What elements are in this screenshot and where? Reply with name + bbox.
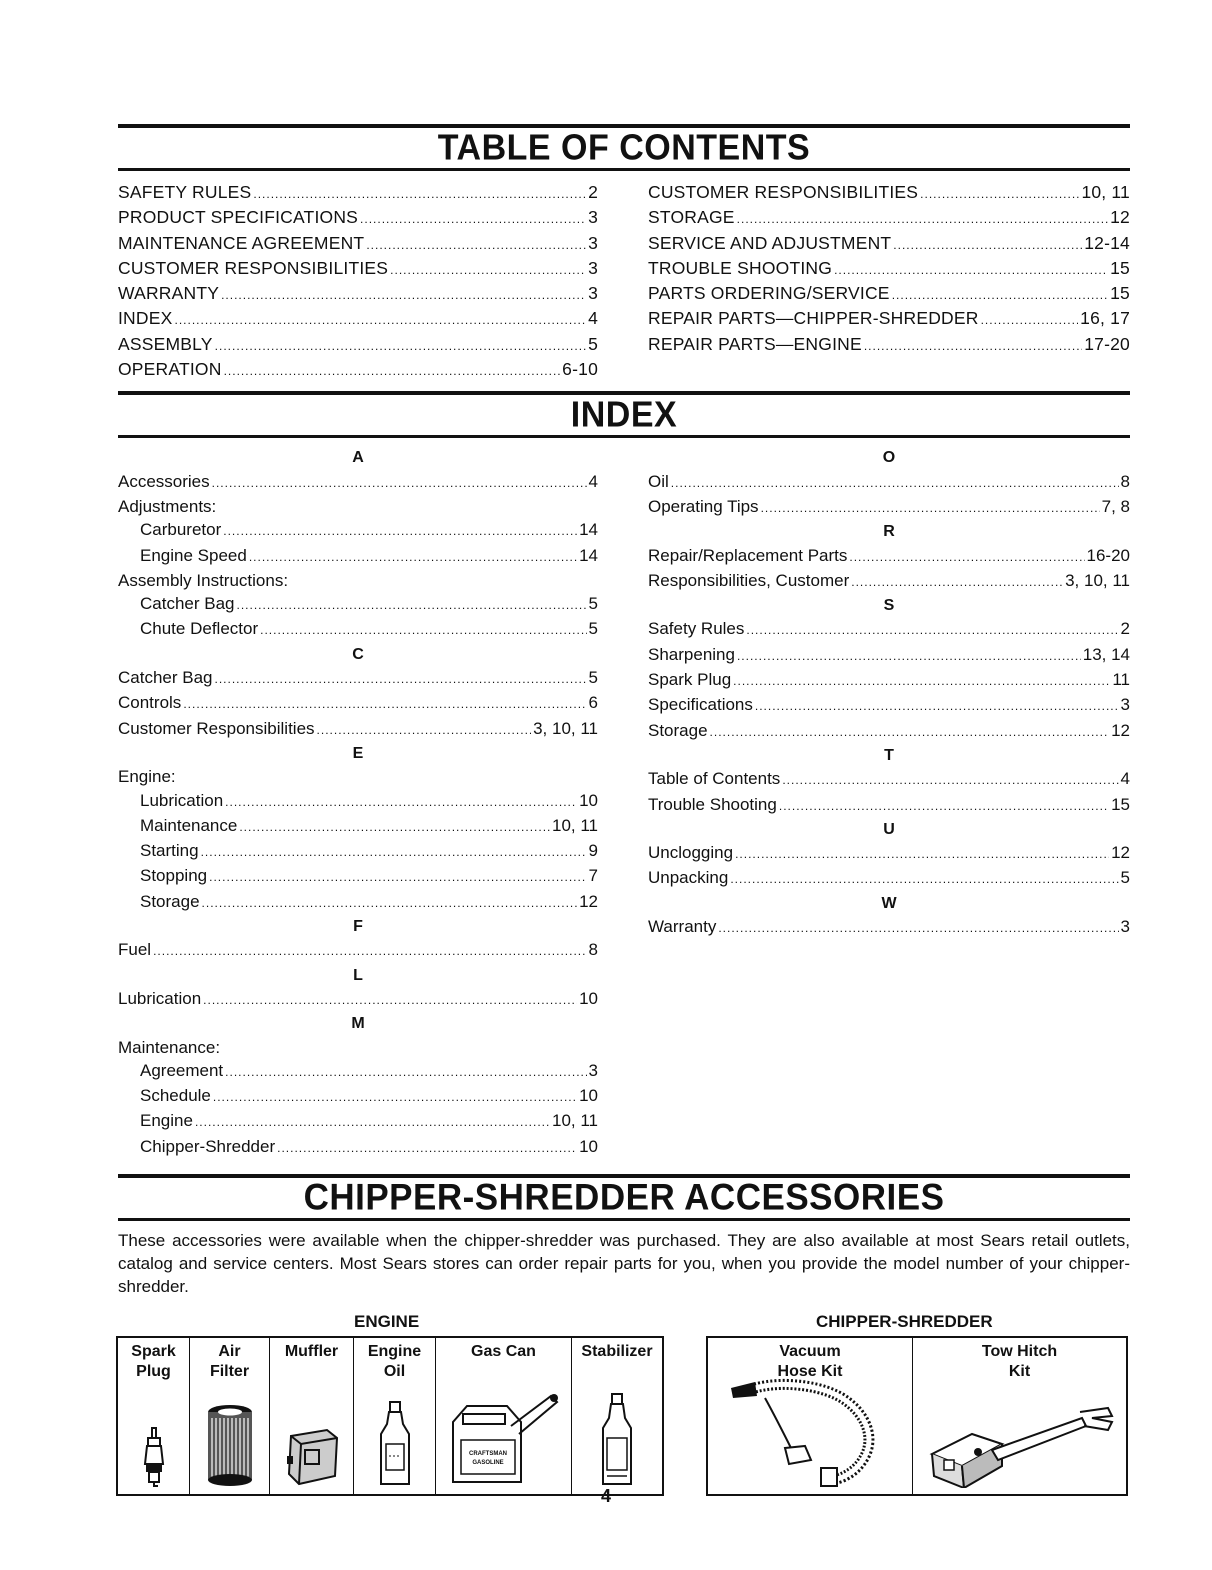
page-ref: 3 <box>588 283 598 304</box>
toc-left-column <box>118 181 598 383</box>
index-letter-heading: W <box>881 894 897 912</box>
page-ref: 3 <box>588 207 598 228</box>
dot-leader <box>710 721 1110 744</box>
toc-entry <box>118 206 598 231</box>
index-entry <box>648 643 1130 668</box>
index-entry <box>118 666 598 691</box>
index-letter-heading: F <box>353 918 363 936</box>
index-header <box>118 391 1130 438</box>
page-ref: 13, 14 <box>1082 644 1130 664</box>
page-ref: 16, 17 <box>1080 308 1130 329</box>
dot-leader <box>730 868 1118 891</box>
page-ref: 3 <box>1120 695 1130 715</box>
entry-label: Oil <box>648 471 669 491</box>
index-letter-heading: A <box>352 449 364 467</box>
page-ref: 4 <box>588 471 598 491</box>
svg-text:GASOLINE: GASOLINE <box>471 1459 504 1466</box>
entry-label: CUSTOMER RESPONSIBILITIES <box>648 182 919 202</box>
dot-leader <box>213 1086 577 1109</box>
chipper-shredder-accessories-box <box>706 1336 1128 1496</box>
dot-leader <box>671 472 1119 495</box>
toc-right-column <box>648 181 1130 383</box>
entry-label: REPAIR PARTS—ENGINE <box>648 333 862 354</box>
entry-label: Lubrication <box>118 988 202 1008</box>
accessories-title: CHIPPER-SHREDDER ACCESSORIES <box>303 1176 945 1218</box>
entry-label: Storage <box>648 720 708 740</box>
accessory-stabilizer-bottle <box>572 1338 662 1494</box>
index-subentry <box>118 1084 598 1109</box>
index-entry <box>118 1036 598 1059</box>
accessory-label-line2: Kit <box>1008 1362 1031 1380</box>
dot-leader <box>249 546 577 569</box>
toc-columns <box>118 181 1130 383</box>
entry-label: Agreement <box>140 1060 224 1080</box>
dot-leader <box>755 695 1119 718</box>
page-ref: 8 <box>1120 471 1130 491</box>
index-subentry <box>118 544 598 569</box>
entry-label: Specifications <box>648 695 753 715</box>
page-ref: 12 <box>1110 207 1130 228</box>
dot-leader <box>849 546 1084 569</box>
dot-leader <box>733 670 1110 693</box>
entry-label: Engine Speed <box>140 545 247 565</box>
entry-label: Customer Responsibilities <box>118 718 315 738</box>
entry-label: TROUBLE SHOOTING <box>648 257 833 278</box>
toc-entry <box>118 257 598 282</box>
entry-label: Safety Rules <box>648 619 745 639</box>
entry-label: INDEX <box>118 308 173 329</box>
dot-leader <box>202 892 578 915</box>
toc-entry <box>648 282 1130 307</box>
page-ref: 16-20 <box>1086 545 1130 565</box>
dot-leader <box>735 843 1109 866</box>
entry-label: SAFETY RULES <box>118 182 252 202</box>
page-ref: 5 <box>588 668 598 688</box>
index-entry <box>648 915 1130 940</box>
page-ref: 3 <box>588 1060 598 1080</box>
index-entry <box>648 866 1130 891</box>
index-entry <box>118 470 598 495</box>
page-ref: 17-20 <box>1084 333 1130 354</box>
toc-entry <box>648 307 1130 332</box>
accessory-tow-hitch <box>913 1338 1126 1494</box>
dot-leader <box>260 619 586 642</box>
engine-group-title: ENGINE <box>354 1311 420 1331</box>
index-subentry <box>118 617 598 642</box>
page-ref: 4 <box>588 308 598 329</box>
page-ref: 12 <box>579 891 598 911</box>
accessories-intro: These accessories were available when the chipper-shredder was purchased. They are also available at most Sears retail outlets, catalog and service centers. Most Sears stores can order repair parts for you, when you provide the model number of your chipper-shredder. <box>118 1230 1130 1296</box>
index-entry <box>118 495 598 518</box>
entry-label: WARRANTY <box>118 283 220 304</box>
dot-leader <box>761 497 1100 520</box>
entry-label: Catcher Bag <box>118 668 213 688</box>
entry-label: Schedule <box>140 1086 211 1106</box>
accessory-label: Air <box>218 1342 241 1360</box>
index-subentry <box>118 789 598 814</box>
entry-label: Maintenance: <box>118 1037 221 1057</box>
entry-label: Trouble Shooting <box>648 794 777 814</box>
dot-leader <box>253 183 586 206</box>
entry-label: Adjustments: <box>118 496 217 516</box>
index-entry <box>648 841 1130 866</box>
dot-leader <box>237 594 587 617</box>
entry-label: CUSTOMER RESPONSIBILITIES <box>118 257 389 278</box>
accessory-label: Muffler <box>284 1342 339 1360</box>
index-letter-heading: E <box>352 744 364 762</box>
accessory-label: Stabilizer <box>581 1342 653 1360</box>
entry-label: Storage <box>140 891 200 911</box>
index-entry <box>118 765 598 788</box>
page-ref: 7 <box>588 866 598 886</box>
dot-leader <box>981 309 1079 332</box>
entry-label: Table of Contents <box>648 769 781 789</box>
entry-label: OPERATION <box>118 359 222 380</box>
entry-label: Spark Plug <box>648 670 732 690</box>
entry-label: Stopping <box>140 866 208 886</box>
page-ref: 9 <box>588 841 598 861</box>
index-entry <box>648 617 1130 642</box>
index-entry <box>648 693 1130 718</box>
entry-label: Engine: <box>118 767 176 787</box>
entry-label: Sharpening <box>648 644 735 664</box>
page-ref: 5 <box>588 619 598 639</box>
dot-leader <box>737 208 1108 231</box>
entry-label: Controls <box>118 693 182 713</box>
index-subentry <box>118 518 598 543</box>
page-ref: 2 <box>588 182 598 202</box>
toc-entry <box>118 307 598 332</box>
index-subentry <box>118 890 598 915</box>
index-title: INDEX <box>570 395 678 436</box>
accessory-group-titles <box>118 1308 1130 1336</box>
accessory-muffler <box>270 1338 354 1494</box>
engine-accessories-box <box>116 1336 664 1496</box>
dot-leader <box>737 645 1081 668</box>
page-ref: 10 <box>579 988 598 1008</box>
accessory-label-line2: Filter <box>209 1362 250 1380</box>
accessories-header <box>118 1174 1130 1221</box>
accessory-vacuum-hose <box>708 1338 913 1494</box>
index-entry <box>118 717 598 742</box>
index-entry <box>648 719 1130 744</box>
toc-title: TABLE OF CONTENTS <box>437 128 811 168</box>
index-letter-heading: S <box>883 597 895 615</box>
dot-leader <box>215 668 587 691</box>
page-ref: 5 <box>588 333 598 354</box>
entry-label: Assembly Instructions: <box>118 570 289 590</box>
page-ref: 5 <box>588 594 598 614</box>
entry-label: Starting <box>140 841 199 861</box>
index-subentry <box>118 1059 598 1084</box>
index-left-column <box>118 446 598 1160</box>
entry-label: Repair/Replacement Parts <box>648 545 848 565</box>
entry-label: Unpacking <box>648 868 729 888</box>
page-number: 4 <box>600 1486 611 1506</box>
dot-leader <box>779 795 1109 818</box>
entry-label: Maintenance <box>140 815 238 835</box>
page-ref: 2 <box>1120 619 1130 639</box>
accessory-oil-bottle <box>354 1338 436 1494</box>
page-ref: 6-10 <box>562 359 598 380</box>
index-subentry <box>118 592 598 617</box>
index-entry <box>648 495 1130 520</box>
entry-label: Chute Deflector <box>140 619 259 639</box>
accessory-label: Tow Hitch <box>981 1342 1058 1360</box>
chipper-shredder-group-title: CHIPPER-SHREDDER <box>816 1311 993 1331</box>
dot-leader <box>834 259 1108 282</box>
entry-label: MAINTENANCE AGREEMENT <box>118 232 365 253</box>
index-entry <box>648 793 1130 818</box>
page-ref: 3 <box>1120 917 1130 937</box>
index-entry <box>118 569 598 592</box>
dot-leader <box>851 571 1063 594</box>
dot-leader <box>153 940 586 963</box>
accessory-label: Spark <box>131 1342 176 1360</box>
index-subentry <box>118 1135 598 1160</box>
dot-leader <box>277 1137 577 1160</box>
entry-label: Catcher Bag <box>140 594 235 614</box>
toc-entry <box>648 206 1130 231</box>
dot-leader <box>239 816 550 839</box>
dot-leader <box>212 472 587 495</box>
dot-leader <box>225 791 577 814</box>
index-entry <box>648 668 1130 693</box>
accessory-label: Gas Can <box>471 1342 536 1360</box>
dot-leader <box>225 1061 586 1084</box>
dot-leader <box>782 769 1118 792</box>
toc-entry <box>118 358 598 383</box>
page-ref: 15 <box>1110 283 1130 304</box>
page-ref: 14 <box>579 520 598 540</box>
index-right-column <box>648 446 1130 1160</box>
entry-label: Fuel <box>118 940 152 960</box>
dot-leader <box>201 841 587 864</box>
dot-leader <box>893 234 1082 257</box>
page-ref: 14 <box>579 545 598 565</box>
accessory-label-line2: Oil <box>383 1362 406 1380</box>
accessory-label: Vacuum <box>779 1342 841 1360</box>
entry-label: SERVICE AND ADJUSTMENT <box>648 232 892 253</box>
page-ref: 15 <box>1110 257 1130 278</box>
entry-label: ASSEMBLY <box>118 333 213 354</box>
dot-leader <box>360 208 586 231</box>
page-ref: 5 <box>1120 868 1130 888</box>
dot-leader <box>390 259 586 282</box>
svg-text:CRAFTSMAN: CRAFTSMAN <box>468 1450 507 1457</box>
entry-label: Accessories <box>118 471 210 491</box>
page-ref: 10, 11 <box>1081 182 1130 202</box>
dot-leader <box>209 866 586 889</box>
index-letter-heading: R <box>883 523 895 541</box>
index-letter-heading: C <box>352 645 364 663</box>
dot-leader <box>221 284 586 307</box>
dot-leader <box>317 719 532 742</box>
page-ref: 10, 11 <box>551 1111 598 1131</box>
toc-entry <box>648 181 1130 206</box>
entry-label: Warranty <box>648 917 717 937</box>
toc-entry <box>118 232 598 257</box>
entry-label: STORAGE <box>648 207 735 228</box>
index-entry <box>648 470 1130 495</box>
index-columns <box>118 446 1130 1160</box>
dot-leader <box>174 309 586 332</box>
dot-leader <box>224 360 561 383</box>
toc-entry <box>648 257 1130 282</box>
entry-label: Unclogging <box>648 843 734 863</box>
accessory-label-line2: Hose Kit <box>777 1362 843 1380</box>
page <box>118 124 1130 1496</box>
entry-label: Lubrication <box>140 790 224 810</box>
index-subentry <box>118 814 598 839</box>
index-subentry <box>118 1109 598 1134</box>
toc-entry <box>118 181 598 206</box>
index-entry <box>118 691 598 716</box>
dot-leader <box>746 619 1118 642</box>
index-entry <box>648 569 1130 594</box>
index-subentry <box>118 839 598 864</box>
dot-leader <box>920 183 1079 206</box>
entry-label: Carburetor <box>140 520 222 540</box>
entry-label: Chipper-Shredder <box>140 1136 276 1156</box>
page-ref: 3, 10, 11 <box>533 718 598 738</box>
index-letter-heading: M <box>351 1015 365 1033</box>
page-ref: 3 <box>588 232 598 253</box>
dot-leader <box>718 917 1118 940</box>
entry-label: Responsibilities, Customer <box>648 570 850 590</box>
page-ref: 10, 11 <box>551 815 598 835</box>
page-ref: 10 <box>579 1136 598 1156</box>
page-ref: 12 <box>1111 843 1130 863</box>
index-entry <box>118 987 598 1012</box>
index-letter-heading: U <box>883 820 895 838</box>
page-ref: 11 <box>1112 670 1130 690</box>
accessory-label: Engine <box>367 1342 422 1360</box>
page-ref: 6 <box>588 693 598 713</box>
index-subentry <box>118 864 598 889</box>
page-ref: 12-14 <box>1084 232 1130 253</box>
page-ref: 8 <box>588 940 598 960</box>
dot-leader <box>366 234 586 257</box>
accessory-label-line2: Plug <box>136 1362 171 1380</box>
accessory-spark-plug <box>118 1338 190 1494</box>
entry-label: Operating Tips <box>648 496 759 516</box>
page-ref: 3 <box>588 257 598 278</box>
dot-leader <box>203 989 577 1012</box>
page-ref: 10 <box>579 1086 598 1106</box>
entry-label: Engine <box>140 1111 193 1131</box>
index-entry <box>648 767 1130 792</box>
index-entry <box>118 938 598 963</box>
index-letter-heading: T <box>884 746 894 764</box>
page-ref: 12 <box>1111 720 1130 740</box>
entry-label: PRODUCT SPECIFICATIONS <box>118 207 359 228</box>
page-ref: 7, 8 <box>1101 496 1130 516</box>
toc-entry <box>118 282 598 307</box>
page-ref: 15 <box>1111 794 1130 814</box>
toc-entry <box>118 333 598 358</box>
accessory-gas-can <box>436 1338 572 1494</box>
dot-leader <box>892 284 1108 307</box>
accessory-boxes <box>118 1336 1130 1496</box>
page-ref: 3, 10, 11 <box>1065 570 1130 590</box>
dot-leader <box>223 520 577 543</box>
toc-entry <box>648 232 1130 257</box>
page-ref: 10 <box>579 790 598 810</box>
page-ref: 4 <box>1120 769 1130 789</box>
entry-label: PARTS ORDERING/SERVICE <box>648 283 890 304</box>
index-entry <box>648 544 1130 569</box>
index-letter-heading: L <box>353 966 363 984</box>
dot-leader <box>215 335 586 358</box>
accessory-air-filter <box>190 1338 270 1494</box>
toc-header <box>118 124 1130 171</box>
dot-leader <box>183 693 586 716</box>
dot-leader <box>195 1111 550 1134</box>
index-letter-heading: O <box>882 449 896 467</box>
entry-label: REPAIR PARTS—CHIPPER-SHREDDER <box>648 308 979 329</box>
dot-leader <box>864 335 1082 358</box>
toc-entry <box>648 333 1130 358</box>
